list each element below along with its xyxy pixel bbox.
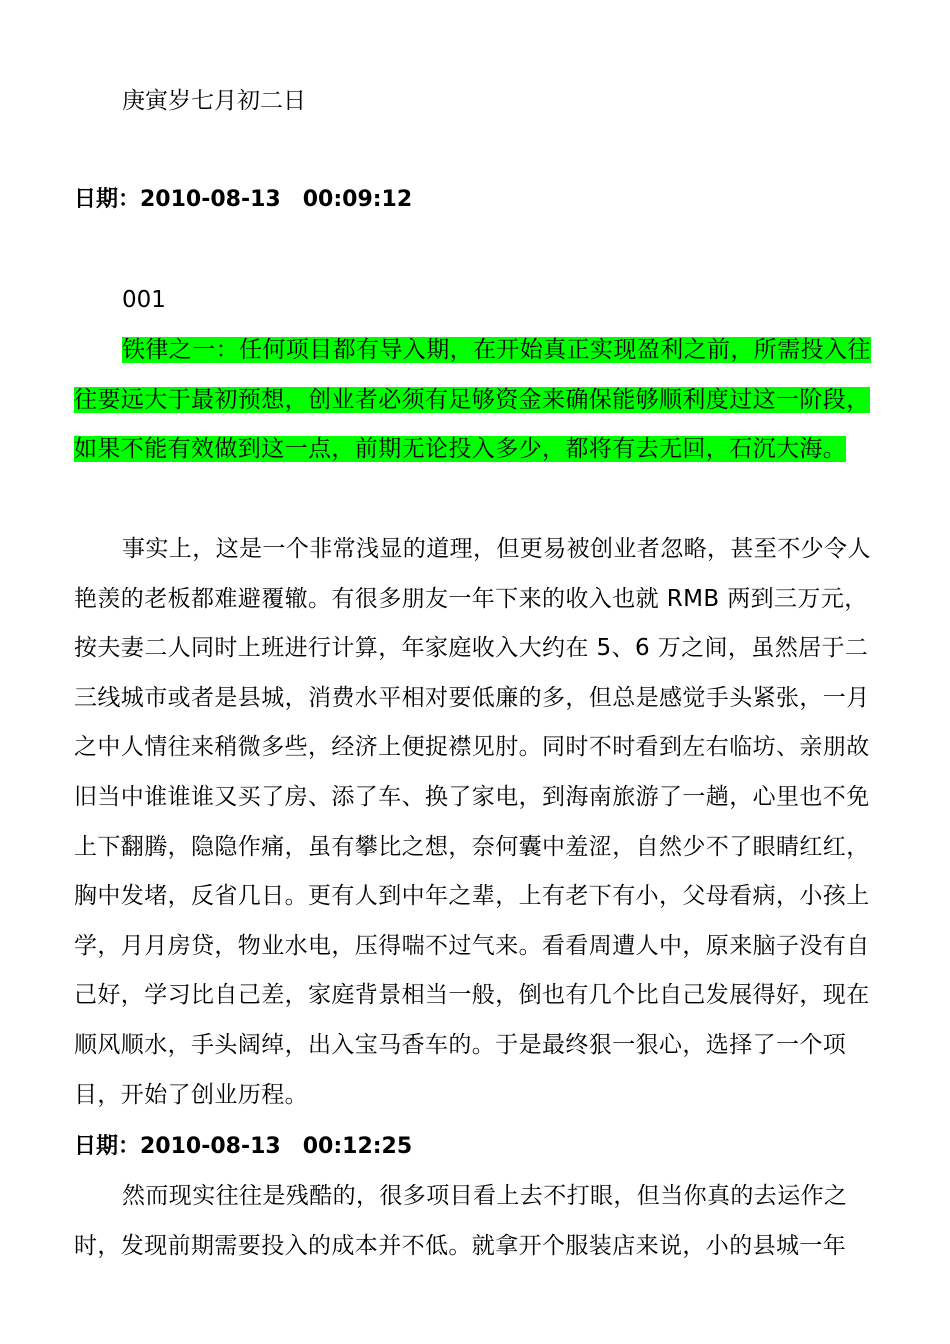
lunar-date: 庚寅岁七月初二日 — [122, 88, 306, 114]
paragraph-text: 然而现实往往是残酷的，很多项目看上去不打眼，但当你真的去运作之时，发现前期需要投入的成本并不低。就拿开个服装店来说，小的县城一年 — [74, 1183, 848, 1259]
body-paragraph-2 — [74, 1172, 880, 1271]
entry-date-2: 日期：2010-08-13 00:12:25 — [74, 1134, 413, 1159]
body-paragraph-1 — [74, 525, 880, 1120]
highlighted-text: 铁律之一：任何项目都有导入期，在开始真正实现盈利之前，所需投入往往要远大于最初预想，创业者必须有足够资金来确保能够顺利度过这一阶段，如果不能有效做到这一点，前期无论投入多少，都将有去无回，石沉大海。 — [74, 337, 871, 463]
paragraph-text: 事实上，这是一个非常浅显的道理，但更易被创业者忽略，甚至不少令人艳羡的老板都难避覆辙。有很多朋友一年下来的收入也就 RMB 两到三万元，按夫妻二人同时上班进行计算，年家庭收入大约在 5、6 万之间，虽然居于二三线城市或者是县城，消费水平相对要低廉的多，但总是感觉手头紧张，一月之中人情往来稍微多些，经济上便捉襟见肘。同时不时看到左右临坊、亲朋故旧当中谁谁谁又买了房、添了车、换了家电，到海南旅游了一趟，心里也不免上下翻腾，隐隐作痛，虽有攀比之想，奈何囊中羞涩，自然少不了眼睛红红，胸中发堵，反省几日。更有人到中年之辈，上有老下有小，父母看病，小孩上学，月月房贷，物业水电，压得喘不过气来。看看周遭人中，原来脑子没有自己好，学习比自己差，家庭背景相当一般，倒也有几个比自己发展得好，现在顺风顺水，手头阔绰，出入宝马香车的。于是最终狠一狠心，选择了一个项目，开始了创业历程。 — [74, 536, 871, 1108]
entry-date-1: 日期：2010-08-13 00:09:12 — [74, 187, 413, 212]
highlight-paragraph — [74, 326, 880, 475]
entry-number: 001 — [122, 287, 166, 313]
